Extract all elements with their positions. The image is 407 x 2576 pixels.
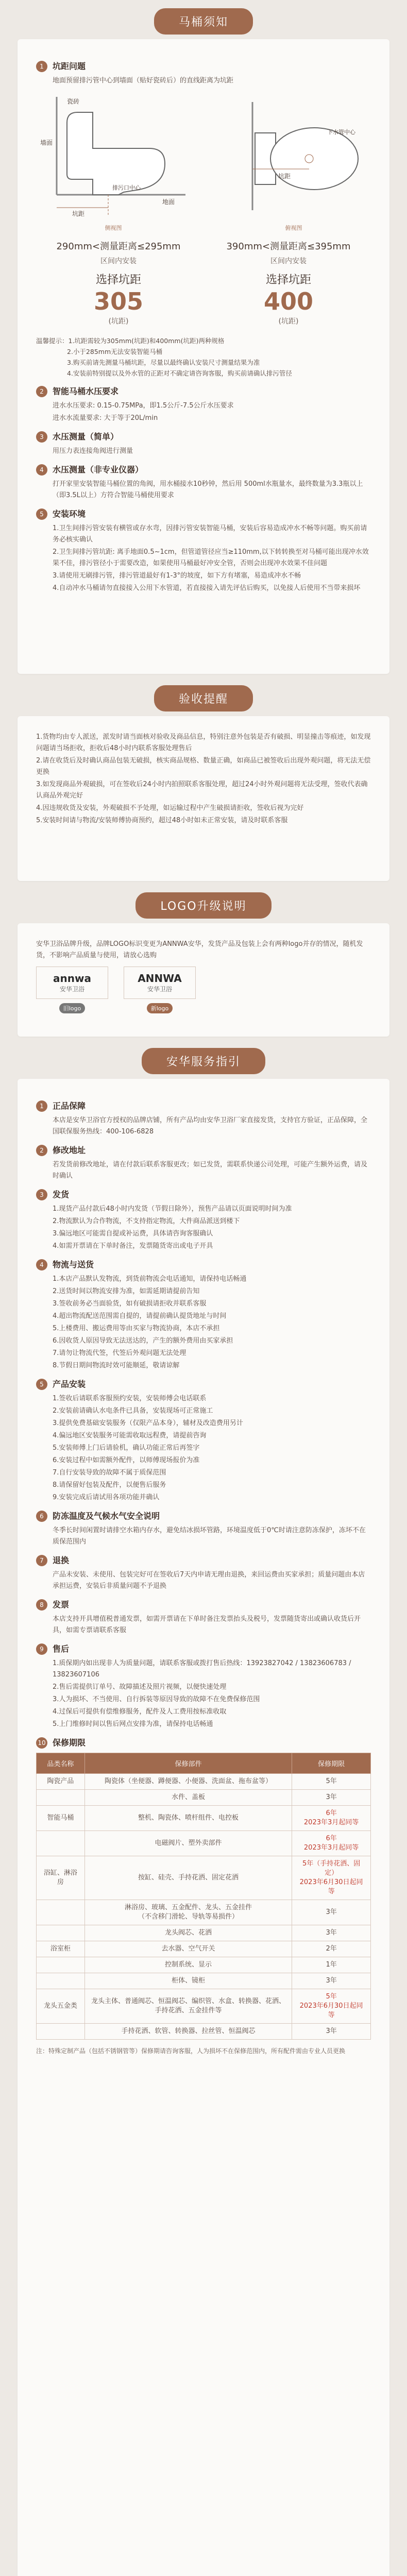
old-logo-name: annwa (53, 972, 91, 985)
table-cell: 3年 (292, 1925, 371, 1941)
section-text: 3.签收前务必当面验货，如有破损请拒收并联系客服 (53, 1300, 207, 1308)
distance-label-2: 坑距 (278, 173, 291, 180)
table-cell (37, 1925, 85, 1941)
table-cell: 浴室柜 (37, 1941, 85, 1957)
warranty-table (36, 1753, 371, 2040)
acceptance-item: 3.如发现商品外观破损，可在签收后24小时内拍照联系客服处理，超过24小时外观问题将无法受理，签收代表确认商品外观完好 (36, 781, 368, 800)
top-view-diagram (216, 92, 371, 231)
section-title: 防冻温度及气候水气安全说明 (53, 1511, 160, 1521)
logo-card (18, 923, 389, 1037)
warranty-body (37, 1774, 371, 2040)
table-cell: 3年 (292, 1973, 371, 1989)
section-header (36, 1555, 371, 1566)
new-logo-mark (124, 967, 196, 999)
range-unit: (坑距) (108, 317, 129, 326)
table-cell: 5年 2023年6月30日起同等 (292, 1989, 371, 2024)
section-number: 10 (36, 1737, 47, 1749)
pipe-center-label: 排污口中心 (112, 184, 141, 191)
table-cell: 柜体、镜柜 (84, 1973, 292, 1989)
section-title: 坑距问题 (53, 61, 86, 71)
section-text: 1.现货产品付款后48小时内发货（节假日除外），预售产品请以页面说明时间为准 (53, 1205, 292, 1213)
banner-acceptance (0, 685, 407, 711)
section-text: 5.上楼费用、搬运费用等由买家与物流协商，本店不承担 (53, 1325, 220, 1332)
drain-center-label: 下水管中心 (327, 129, 355, 135)
section-title: 水压测量（非专业仪器） (53, 465, 144, 474)
acceptance-item: 4.因违规收货及安装，外观破损不予处理，如运输过程中产生破损请拒收，签收后视为完好 (36, 804, 304, 812)
banner-logo (0, 892, 407, 919)
section-text: 进水水流量要求: 大于等于20L/min (53, 414, 158, 422)
section-text: 4.过保后可提供有偿维修服务，配件及人工费用按标准收取 (53, 1708, 227, 1716)
table-cell: 控制系统、显示 (84, 1957, 292, 1973)
table-cell: 淋浴房、玻璃、五金配件、龙头、五金挂件 （不含移门滑轮、导轨等易损件） (84, 1900, 292, 1925)
banner-logo-title: LOGO升级说明 (135, 892, 271, 919)
install-card (18, 39, 389, 674)
acceptance-card (18, 716, 389, 881)
acceptance-item: 5.安装时间请与物流/安装师傅协商预约，超过48小时如未正常安装，请及时联系客服 (36, 817, 288, 824)
section-title: 售后 (53, 1644, 70, 1654)
table-header: 品类名称 (37, 1753, 85, 1774)
banner-install-title: 马桶须知 (154, 8, 253, 35)
table-cell: 3年 (292, 1900, 371, 1925)
table-row (37, 1806, 371, 1831)
section-header (36, 1145, 371, 1156)
table-cell: 陶瓷产品 (37, 1774, 85, 1790)
section-title: 物流与送货 (53, 1260, 94, 1269)
table-cell: 6年 2023年3月起同等 (292, 1831, 371, 1856)
section-text: 1.签收后请联系客服预约安装，安装师傅会电话联系 (53, 1395, 207, 1402)
table-cell: 龙头五金类 (37, 1989, 85, 2024)
warranty-footnote: 注：特殊定制产品（包括不锈钢管等）保修期请咨询客服，人为损坏不在保修范围内，所有配件需由专业人员更换 (36, 2047, 346, 2055)
section-text: 2.物流默认为合作物流，不支持指定物流，大件商品派送到楼下 (53, 1217, 240, 1225)
section-number: 2 (36, 386, 47, 397)
section-text: 4.偏远地区安装服务可能需收取远程费，请提前咨询 (53, 1432, 207, 1439)
new-logo (124, 967, 196, 1013)
section-number: 3 (36, 431, 47, 443)
section-text: 2.安装前请确认水电条件已具备，安装现场可正常施工 (53, 1407, 213, 1415)
table-cell: 龙头主体、普通阀芯、恒温阀芯、编织管、水盒、转换器、花洒、手持花洒、五金挂件等 (84, 1989, 292, 2024)
section-text: 3.人为损坏、不当使用、自行拆装等原因导致的故障不在免费保修范围 (53, 1696, 260, 1703)
section-text: 产品未安装、未使用、包装完好可在签收后7天内申请无理由退换，来回运费由买家承担；质量问题由本店承担运费，安装后非质量问题不予退换 (53, 1571, 365, 1590)
table-cell (37, 1957, 85, 1973)
table-row (37, 1790, 371, 1806)
banner-service-title: 安华服务指引 (142, 1048, 265, 1074)
note-line: 4.安装前特别提以及外水管的正距对不确定请咨询客服，购买前请确认排污管径 (67, 369, 292, 377)
acceptance-item: 2.请在收货后及时确认商品包装无破损，核实商品规格、数量正确，如商品已被签收后出现外观问题，将无法无偿更换 (36, 757, 371, 776)
old-logo-mark (36, 967, 108, 999)
section-title: 产品安装 (53, 1379, 86, 1389)
wall-label: 墙面 (40, 139, 53, 146)
warranty-header-row (37, 1753, 371, 1774)
table-row (37, 1941, 371, 1957)
section-title: 退换 (53, 1555, 70, 1565)
section-title: 安装环境 (53, 509, 86, 519)
section-text: 3.请使用无刷排污管，排污管道最好有1-3°的坡度，如下方有堵塞，易造成冲水不畅 (53, 572, 301, 580)
table-cell: 浴缸、淋浴房 (37, 1856, 85, 1900)
section-text: 1.本店产品默认发物流，到货前物流会电话通知，请保持电话畅通 (53, 1275, 247, 1283)
distance-label: 坑距 (72, 210, 85, 217)
section-number: 4 (36, 1259, 47, 1270)
logo-text: 安华卫浴品牌升级，品牌LOGO标识变更为ANNWA安华，发货产品及包装上会有两种logo并存的情况，随机发货，不影响产品质量与使用，请放心选购 (36, 940, 363, 959)
note-line: 3.购买前请先测量马桶坑距，尽量以最终确认安装尺寸测量结果为准 (67, 359, 260, 366)
section-header (36, 1737, 371, 1749)
range-choose: 选择坑距 (95, 274, 141, 286)
tile-label: 瓷砖 (67, 98, 80, 105)
table-cell: 智能马桶 (37, 1806, 85, 1831)
old-logo-tag: 旧logo (59, 1003, 86, 1013)
install-note (36, 335, 371, 379)
section-header (36, 1100, 371, 1112)
section-text: 3.提供免费基础安装服务（仅限产品本身），辅材及改造费用另计 (53, 1419, 243, 1427)
section-title: 保修期限 (53, 1738, 86, 1748)
section-text: 6.安装过程中如需额外配件，以师傅现场报价为准 (53, 1456, 200, 1464)
range-value: 305 (93, 287, 144, 315)
section-title: 智能马桶水压要求 (53, 386, 119, 396)
table-header: 保修部件 (84, 1753, 292, 1774)
section-number: 8 (36, 1599, 47, 1611)
range-measure: 390mm<测量距离≤395mm (226, 241, 351, 252)
range-install: 区间内安装 (270, 257, 307, 265)
range-305 (36, 239, 201, 326)
table-row (37, 1925, 371, 1941)
table-cell: 按缸、硅壳、手持花洒、固定花洒 (84, 1856, 292, 1900)
section-text: 5.安装师傅上门后请验机，确认功能正常后再签字 (53, 1444, 200, 1452)
section-text: 6.因收货人原因导致无法送达的，产生的额外费用由买家承担 (53, 1337, 233, 1345)
range-install: 区间内安装 (100, 257, 137, 265)
section-header (36, 509, 371, 520)
table-row (37, 2024, 371, 2040)
range-value: 400 (263, 287, 314, 315)
table-cell: 5年（手持花洒、固定） 2023年6月30日起同等 (292, 1856, 371, 1900)
section-text: 8.请保留好包装及配件，以便售后服务 (53, 1481, 166, 1489)
new-logo-tag: 新logo (147, 1003, 173, 1013)
old-logo (36, 967, 108, 1013)
section-text: 8.节假日期间物流时效可能顺延，敬请谅解 (53, 1362, 180, 1369)
new-logo-cn: 安华卫浴 (147, 986, 172, 993)
section-text: 9.安装完成后请试用各项功能并确认 (53, 1494, 160, 1501)
table-row (37, 1856, 371, 1900)
section-title: 发货 (53, 1190, 70, 1199)
section-number: 2 (36, 1145, 47, 1156)
section-text: 冬季长时间闲置时请排空水箱内存水，避免结冰损坏管路，环境温度低于0℃时请注意防冻保护，冻坏不在质保范围内 (53, 1527, 366, 1546)
acceptance-item: 1.货物均由专人派送，派发时请当面核对验收及商品信息，特别注意外包装是否有破损、明显撞击等痕迹，如发现问题请当场拒收，拒收后48小时内联系客服处理售后 (36, 733, 371, 752)
section-header (36, 61, 371, 72)
section-header (36, 386, 371, 397)
table-cell (37, 1790, 85, 1806)
top-view-caption: 俯视图 (285, 225, 302, 231)
table-cell: 1年 (292, 1957, 371, 1973)
section-text: 2.卫生间排污管坑距: 离手地面0.5~1cm，但管道管径应当≥110mm,以下转转换至对马桶可能出现冲水效果不佳，排污管径小于需要改造，如果使用马桶最好冲安全管，否则会出现冲水效果不佳问题 (53, 548, 369, 567)
banner-service (0, 1048, 407, 1074)
table-row (37, 1900, 371, 1925)
section-number: 1 (36, 1100, 47, 1112)
table-cell: 水件、盖板 (84, 1790, 292, 1806)
section-text: 打开家里安装智能马桶位置的角阀，用水桶接水10秒钟，然后用 500ml水瓶量水，最终数量为3.3瓶以上（即3.5L以上）方符合智能马桶使用要求 (53, 480, 363, 499)
section-text: 本店支持开具增值税普通发票，如需开票请在下单时备注发票抬头及税号，发票随货寄出或确认收货后开具，如需专票请联系客服 (53, 1615, 361, 1634)
section-text: 用压力表连接角阀进行测量 (53, 447, 133, 455)
range-choose: 选择坑距 (265, 274, 311, 286)
section-text: 若发货前修改地址，请在付款后联系客服更改；如已发货，需联系快递公司处理，可能产生额外运费，请及时确认 (53, 1161, 368, 1180)
section-number: 1 (36, 61, 47, 72)
banner-acceptance-title: 验收提醒 (154, 685, 253, 711)
section-text: 7.自行安装导致的故障不属于质保范围 (53, 1469, 166, 1477)
section-header (36, 431, 371, 443)
old-logo-cn: 安华卫浴 (59, 986, 84, 993)
section-title: 发票 (53, 1600, 70, 1609)
section-number: 9 (36, 1643, 47, 1655)
section-header (36, 1379, 371, 1390)
section-header (36, 1259, 371, 1270)
note-line: 温馨提示：1.坑距需较为305mm(坑距)和400mm(坑距)两种规格 (36, 337, 225, 345)
section-title: 修改地址 (53, 1145, 86, 1155)
range-400 (206, 239, 371, 326)
section-title: 水压测量（简单） (53, 432, 119, 442)
banner-install (0, 8, 407, 35)
table-cell: 去水器、空气开关 (84, 1941, 292, 1957)
table-cell: 电磁阀片、塑外卖部件 (84, 1831, 292, 1856)
section-text: 2.售后需提供订单号、故障描述及照片视频，以便快速处理 (53, 1683, 227, 1691)
table-cell: 5年 (292, 1774, 371, 1790)
section-text: 地面预留排污管中心到墙面（贴好瓷砖后）的直线距离为坑距 (53, 77, 234, 84)
section-header (36, 1599, 371, 1611)
table-row (37, 1774, 371, 1790)
table-cell: 手持花洒、软管、转换器、拉丝管、恒温阀芯 (84, 2024, 292, 2040)
section-header (36, 1189, 371, 1200)
table-cell: 整机、陶瓷体、喷杆组件、电控板 (84, 1806, 292, 1831)
table-cell (37, 2024, 85, 2040)
section-text: 3.偏远地区可能需自提或补运费，具体请咨询客服确认 (53, 1230, 213, 1238)
section-text: 进水水压要求: 0.15-0.75MPa，即1.5公斤-7.5公斤水压要求 (53, 402, 234, 410)
section-header (36, 1511, 371, 1522)
table-cell (37, 1973, 85, 1989)
section-number: 7 (36, 1555, 47, 1566)
side-view-diagram (36, 92, 191, 231)
note-line: 2.小于285mm无法安装智能马桶 (67, 348, 163, 355)
section-text: 本店是安华卫浴官方授权的品牌店铺，所有产品均由安华卫浴厂家直接发货，支持官方验证，正品保障，全国联保服务热线：400-106-6828 (53, 1116, 368, 1136)
table-row (37, 1973, 371, 1989)
table-cell: 3年 (292, 2024, 371, 2040)
section-text: 2.送货时间以物流安排为准，如需延期请提前告知 (53, 1287, 200, 1295)
section-number: 4 (36, 464, 47, 476)
new-logo-name: ANNWA (138, 972, 182, 985)
section-text: 4.超出物流配送范围需自提的，请提前确认提货地址与时间 (53, 1312, 227, 1320)
table-cell: 3年 (292, 1790, 371, 1806)
section-header (36, 1643, 371, 1655)
table-cell: 陶瓷体（坐便器、蹲便器、小便器、洗面盆、拖布盆等） (84, 1774, 292, 1790)
table-cell: 2年 (292, 1941, 371, 1957)
table-cell (37, 1831, 85, 1856)
table-cell (37, 1900, 85, 1925)
section-text: 7.请勿让物流代签，代签后外观问题无法处理 (53, 1349, 186, 1357)
section-title: 正品保障 (53, 1101, 86, 1111)
table-row (37, 1957, 371, 1973)
range-unit: (坑距) (278, 317, 299, 326)
service-card (18, 1079, 389, 2576)
table-row (37, 1989, 371, 2024)
section-number: 3 (36, 1189, 47, 1200)
side-view-caption: 侧视图 (105, 225, 122, 231)
toilet-top-svg (216, 92, 371, 221)
table-header: 保修期限 (292, 1753, 371, 1774)
section-text: 4.自动冲水马桶请勿直接接入公用下水管道，若直接接入请先评估后购买，以免接人后使用不当带来损坏 (53, 584, 361, 592)
table-cell: 龙头阀芯、花洒 (84, 1925, 292, 1941)
section-text: 5.上门维修时间以售后网点安排为准，请保持电话畅通 (53, 1720, 213, 1728)
section-number: 5 (36, 509, 47, 520)
section-text: 4.如需开票请在下单时备注，发票随货寄出或电子开具 (53, 1242, 213, 1250)
floor-label: 地面 (162, 198, 175, 206)
table-row (37, 1831, 371, 1856)
table-cell: 6年 2023年3月起同等 (292, 1806, 371, 1831)
section-text: 1.卫生间排污管安装有横管或存水弯，因排污管安装智能马桶，安装后容易造成冲水不畅等问题。购买前请务必核实确认 (53, 524, 367, 544)
section-text: 1.质保期内如出现非人为质量问题，请联系客服或拨打售后热线：13923827042 / 13823606783 / 13823607106 (53, 1659, 351, 1679)
section-number: 5 (36, 1379, 47, 1390)
range-measure: 290mm<测量距离≤295mm (56, 241, 181, 252)
section-header (36, 464, 371, 476)
section-number: 6 (36, 1511, 47, 1522)
